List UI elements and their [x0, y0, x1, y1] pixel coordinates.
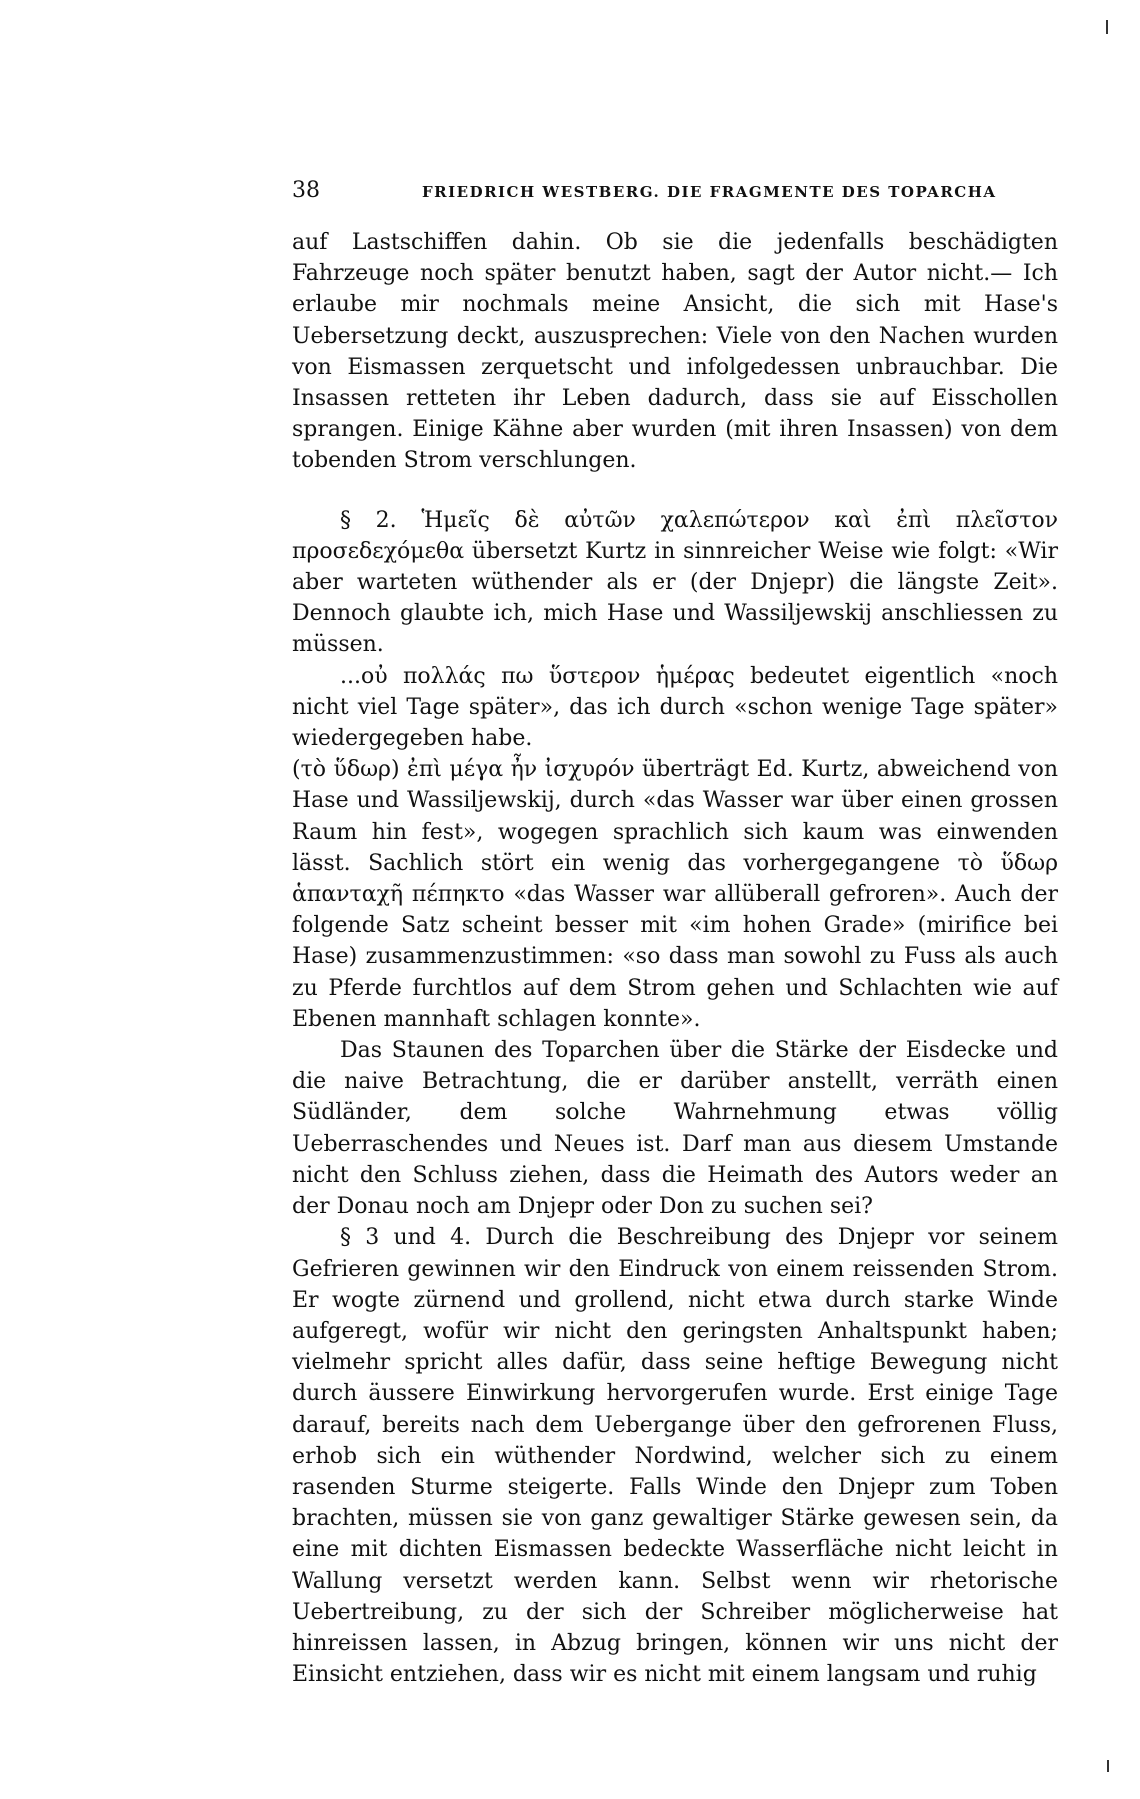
running-title: FRIEDRICH WESTBERG. DIE FRAGMENTE DES TOPARCHA — [422, 183, 997, 201]
paragraph-1: auf Lastschiffen dahin. Ob sie die jedenfalls beschädigten Fahrzeuge noch später benutzt haben, sagt der Autor nicht.— Ich erlaube mir nochmals meine Ansicht, die sich mit Hase's Uebersetzung deckt, auszusprechen: Viele von den Nachen wurden von Eismassen zerquetscht und infolgedessen unbrauchbar. Die Insassen retteten ihr Leben dadurch, dass sie auf Eisschollen sprangen. Einige Kähne aber wurden (mit ihren Insassen) von dem tobenden Strom verschlungen. — [292, 230, 1058, 474]
paragraph-3: ...οὐ πολλάς πω ὕστερον ἡμέρας bedeutet eigentlich «noch nicht viel Tage später», das ich durch «schon wenige Tage später» wiedergegeben habe. — [292, 663, 1058, 752]
paragraph-6: § 3 und 4. Durch die Beschreibung des Dnjepr vor seinem Gefrieren gewinnen wir den Eindruck von einem reissenden Strom. Er wogte zürnend und grollend, nicht etwa durch starke Winde aufgeregt, wofür wir nicht den geringsten Anhaltspunkt haben; vielmehr spricht alles dafür, dass seine heftige Bewegung nicht durch äussere Einwirkung hervorgerufen wurde. Erst einige Tage darauf, bereits nach dem Uebergange über den gefrorenen Fluss, erhob sich ein wüthender Nordwind, welcher sich zu einem rasenden Sturme steigerte. Falls Winde den Dnjepr zum Toben brachten, müssen sie von ganz gewaltiger Stärke gewesen sein, da eine mit dichten Eismassen bedeckte Wasserfläche nicht leicht in Wallung versetzt werden kann. Selbst wenn wir rhetorische Uebertreibung, zu der sich der Schreiber möglicherweise hat hinreissen lassen, in Abzug bringen, können wir uns nicht der Einsicht entziehen, dass wir es nicht mit einem langsam und ruhig — [292, 1225, 1058, 1688]
page-header — [292, 178, 1060, 204]
page-number: 38 — [292, 178, 320, 203]
scan-artifact — [1107, 1760, 1109, 1772]
scan-artifact — [1106, 20, 1108, 34]
paragraph-5: Das Staunen des Toparchen über die Stärke der Eisdecke und die naive Betrachtung, die er darüber anstellt, verräth einen Südländer, dem solche Wahrnehmung etwas völlig Ueberraschendes und Neues ist. Darf man aus diesem Umstande nicht den Schluss ziehen, dass die Heimath des Autors weder an der Donau noch am Dnjepr oder Don zu suchen sei? — [292, 1038, 1058, 1220]
body-text — [292, 227, 1058, 1690]
paragraph-2: § 2. Ἡμεῖς δὲ αὐτῶν χαλεπώτερον καὶ ἐπὶ πλεῖστον προσεδεχόμεθα übersetzt Kurtz in sinnreicher Weise wie folgt: «Wir aber warteten wüthender als er (der Dnjepr) die längste Zeit». Dennoch glaubte ich, mich Hase und Wassiljewskij anschliessen zu müssen. — [292, 507, 1058, 658]
paragraph-4: (τὸ ὕδωρ) ἐπὶ μέγα ἦν ἰσχυρόν überträgt Ed. Kurtz, abweichend von Hase und Wassiljewskij, durch «das Wasser war über einen grossen Raum hin fest», wogegen sprachlich sich kaum was einwenden lässt. Sachlich stört ein wenig das vorhergegangene τὸ ὕδωρ ἁπανταχῆ πέπηκτο «das Wasser war allüberall gefroren». Auch der folgende Satz scheint besser mit «im hohen Grade» (mirifice bei Hase) zusammenzustimmen: «so dass man sowohl zu Fuss als auch zu Pferde furchtlos auf dem Strom gehen und Schlachten wie auf Ebenen mannhaft schlagen konnte». — [292, 757, 1058, 1032]
